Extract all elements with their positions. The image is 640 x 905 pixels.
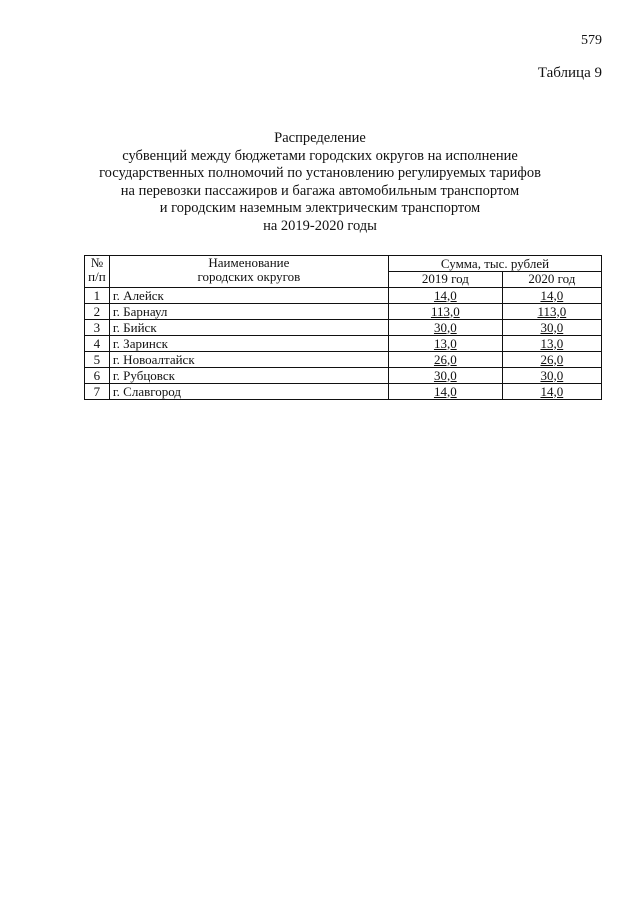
heading-line: и городским наземным электрическим транспортом [159, 200, 481, 216]
document-heading [0, 130, 640, 235]
row-number: 1 [85, 288, 110, 304]
header-number-line1: № [90, 255, 104, 270]
header-number [85, 256, 110, 288]
row-amount-2020-value: 30,0 [540, 367, 564, 383]
table-row [85, 320, 602, 336]
row-amount-2019 [388, 304, 502, 320]
row-district-name: г. Славгород [109, 384, 388, 400]
row-number: 5 [85, 352, 110, 368]
heading-line: государственных полномочий по установлению регулируемых тарифов [99, 165, 541, 181]
row-amount-2019-value: 13,0 [433, 335, 457, 351]
row-amount-2019-value: 14,0 [433, 287, 457, 303]
header-name [109, 256, 388, 288]
subvention-table [84, 255, 602, 400]
row-district-name: г. Барнаул [109, 304, 388, 320]
row-amount-2020-value: 14,0 [540, 383, 564, 399]
header-year-2019: 2019 год [388, 272, 502, 288]
row-amount-2019 [388, 384, 502, 400]
table-row [85, 304, 602, 320]
table-label: Таблица 9 [537, 65, 602, 81]
header-name-line2: городских округов [197, 269, 301, 284]
row-amount-2019 [388, 320, 502, 336]
row-number: 7 [85, 384, 110, 400]
row-amount-2020 [502, 304, 601, 320]
row-amount-2020 [502, 368, 601, 384]
header-number-line2: п/п [88, 269, 106, 284]
row-number: 6 [85, 368, 110, 384]
row-amount-2020-value: 113,0 [537, 303, 567, 319]
page-number: 579 [581, 33, 602, 48]
row-amount-2020-value: 30,0 [540, 319, 564, 335]
row-amount-2020-value: 26,0 [540, 351, 564, 367]
heading-line: субвенций между бюджетами городских округов на исполнение [122, 147, 518, 164]
heading-line: на перевозки пассажиров и багажа автомобильным транспортом [120, 182, 520, 199]
heading-line: на 2019-2020 годы [263, 217, 377, 234]
row-amount-2020 [502, 384, 601, 400]
row-amount-2019 [388, 336, 502, 352]
row-amount-2020-value: 14,0 [540, 287, 564, 303]
row-amount-2019-value: 30,0 [433, 367, 457, 383]
row-district-name: г. Алейск [109, 288, 388, 304]
row-amount-2020 [502, 320, 601, 336]
header-year-2020: 2020 год [502, 272, 601, 288]
table-row [85, 352, 602, 368]
table-row [85, 288, 602, 304]
header-name-line1: Наименование [208, 255, 290, 270]
row-amount-2020-value: 13,0 [540, 335, 564, 351]
row-amount-2019-value: 30,0 [433, 319, 457, 335]
row-number: 3 [85, 320, 110, 336]
row-amount-2019-value: 26,0 [433, 351, 457, 367]
row-district-name: г. Рубцовск [109, 368, 388, 384]
row-amount-2019 [388, 288, 502, 304]
row-amount-2020 [502, 336, 601, 352]
row-amount-2019-value: 113,0 [430, 303, 460, 319]
heading-line: Распределение [274, 130, 366, 146]
row-amount-2019-value: 14,0 [433, 383, 457, 399]
row-number: 2 [85, 304, 110, 320]
row-amount-2019 [388, 368, 502, 384]
row-district-name: г. Новоалтайск [109, 352, 388, 368]
row-number: 4 [85, 336, 110, 352]
table-row [85, 368, 602, 384]
table-body [85, 288, 602, 400]
table-row [85, 384, 602, 400]
header-sum: Сумма, тыс. рублей [388, 256, 601, 272]
table-row [85, 336, 602, 352]
row-amount-2020 [502, 288, 601, 304]
row-district-name: г. Бийск [109, 320, 388, 336]
row-district-name: г. Заринск [109, 336, 388, 352]
row-amount-2020 [502, 352, 601, 368]
row-amount-2019 [388, 352, 502, 368]
